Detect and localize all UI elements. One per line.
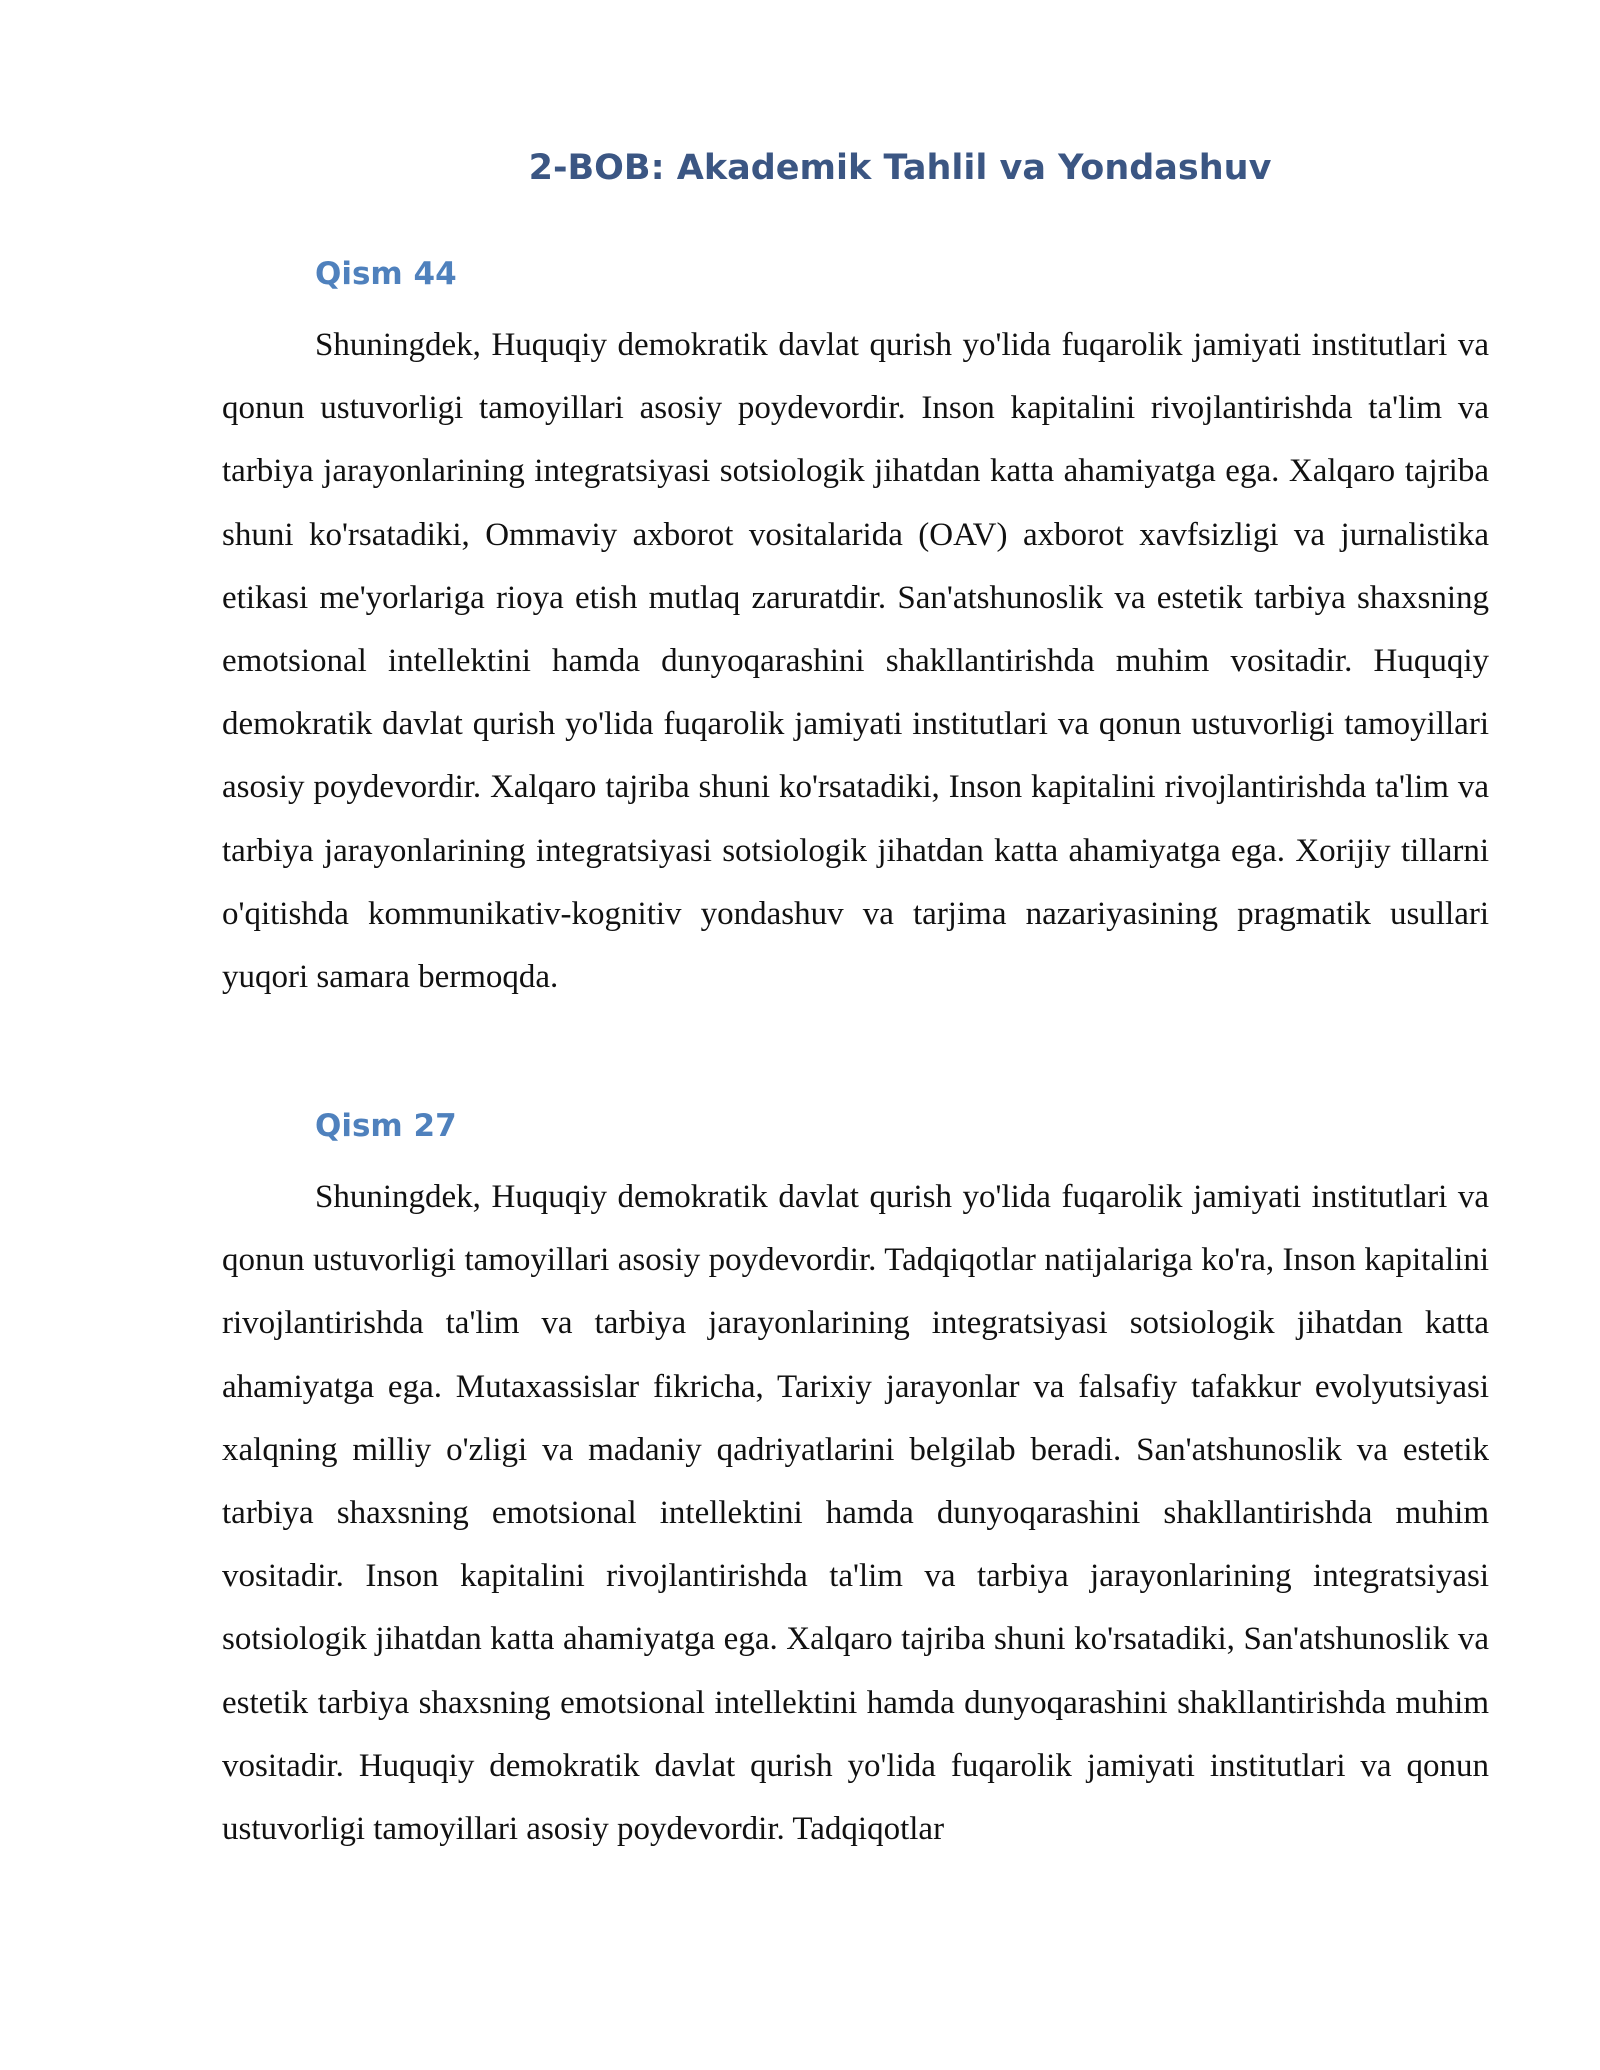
- section-heading: Qism 44: [315, 256, 457, 292]
- section-qism-44: [222, 254, 1489, 1009]
- section-paragraph: Shuningdek, Huquqiy demokratik davlat qurish yo'lida fuqarolik jamiyati institutlari va qonun ustuvorligi tamoyillari asosiy poydevordir. Tadqiqotlar natijalariga ko'ra, Inson kapitalini rivojlantirishda ta'lim va tarbiya jarayonlarining integratsiyasi sotsiologik jihatdan katta ahamiyatga ega. Mutaxassislar fikricha, Tarixiy jarayonlar va falsafiy tafakkur evolyutsiyasi xalqning milliy o'zligi va madaniy qadriyatlarini belgilab beradi. San'atshunoslik va estetik tarbiya shaxsning emotsional intellektini hamda dunyoqarashini shakllantirishda muhim vositadir. Inson kapitalini rivojlantirishda ta'lim va tarbiya jarayonlarining integratsiyasi sotsiologik jihatdan katta ahamiyatga ega. Xalqaro tajriba shuni ko'rsatadiki, San'atshunoslik va estetik tarbiya shaxsning emotsional intellektini hamda dunyoqarashini shakllantirishda muhim vositadir. Huquqiy demokratik davlat qurish yo'lida fuqarolik jamiyati institutlari va qonun ustuvorligi tamoyillari asosiy poydevordir. Tadqiqotlar: [222, 1179, 1489, 1848]
- chapter-title: 2-BOB: Akademik Tahlil va Yondashuv: [528, 148, 1272, 188]
- section-qism-27: [222, 1106, 1489, 1861]
- section-heading: Qism 27: [315, 1108, 457, 1144]
- section-paragraph: Shuningdek, Huquqiy demokratik davlat qurish yo'lida fuqarolik jamiyati institutlari va qonun ustuvorligi tamoyillari asosiy poydevordir. Inson kapitalini rivojlantirishda ta'lim va tarbiya jarayonlarining integratsiyasi sotsiologik jihatdan katta ahamiyatga ega. Xalqaro tajriba shuni ko'rsatadiki, Ommaviy axborot vositalarida (OAV) axborot xavfsizligi va jurnalistika etikasi me'yorlariga rioya etish mutlaq zaruratdir. San'atshunoslik va estetik tarbiya shaxsning emotsional intellektini hamda dunyoqarashini shakllantirishda muhim vositadir. Huquqiy demokratik davlat qurish yo'lida fuqarolik jamiyati institutlari va qonun ustuvorligi tamoyillari asosiy poydevordir. Xalqaro tajriba shuni ko'rsatadiki, Inson kapitalini rivojlantirishda ta'lim va tarbiya jarayonlarining integratsiyasi sotsiologik jihatdan katta ahamiyatga ega. Xorijiy tillarni o'qitishda kommunikativ-kognitiv yondashuv va tarjima nazariyasining pragmatik usullari yuqori samara bermoqda.: [222, 327, 1489, 996]
